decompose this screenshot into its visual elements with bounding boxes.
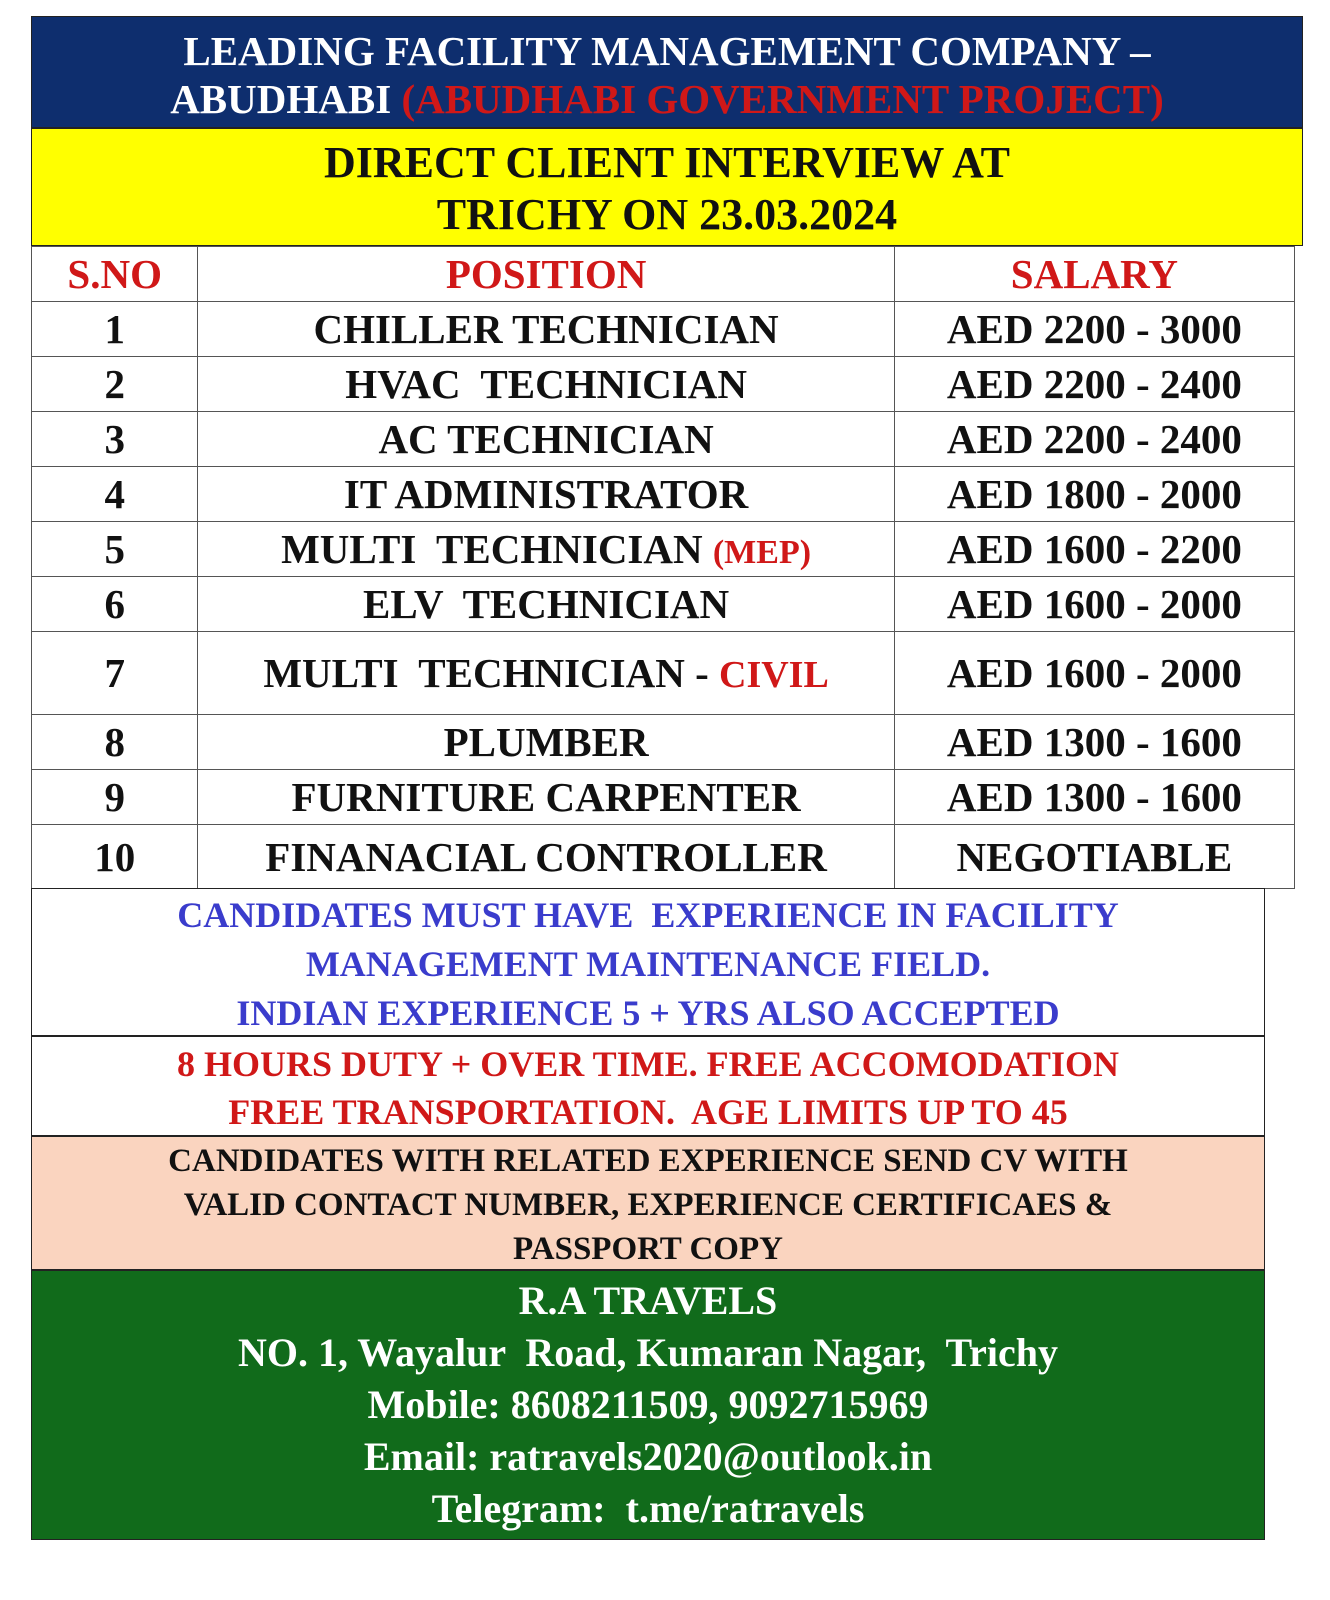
row-sno: 4 (32, 467, 198, 522)
row-salary: AED 2200 - 2400 (894, 357, 1294, 412)
agency-address: NO. 1, Wayalur Road, Kumaran Nagar, Trichy (237, 1330, 1059, 1375)
row-salary: AED 1600 - 2000 (894, 632, 1294, 715)
apply-line-1: CANDIDATES WITH RELATED EXPERIENCE SEND CV WITH (168, 1143, 1128, 1179)
row-position: IT ADMINISTRATOR (198, 467, 894, 522)
benefits (31, 1036, 1265, 1136)
experience-requirements (31, 888, 1265, 1036)
table-row (32, 632, 1295, 715)
header-line-1: LEADING FACILITY MANAGEMENT COMPANY – (183, 28, 1151, 74)
row-salary: AED 1600 - 2000 (894, 577, 1294, 632)
table-row (32, 357, 1295, 412)
row-position: FURNITURE CARPENTER (198, 770, 894, 825)
row-position: AC TECHNICIAN (198, 412, 894, 467)
header-sno: S.NO (32, 247, 198, 302)
row-sno: 3 (32, 412, 198, 467)
benefits-line-1: 8 HOURS DUTY + OVER TIME. FREE ACCOMODATION (177, 1044, 1119, 1084)
table-row (32, 302, 1295, 357)
experience-line-1: CANDIDATES MUST HAVE EXPERIENCE IN FACILITY (177, 895, 1119, 935)
company-header (31, 16, 1303, 128)
row-position: FINANACIAL CONTROLLER (198, 825, 894, 889)
row-sno: 1 (32, 302, 198, 357)
header-location: ABUDHABI (170, 76, 402, 122)
row-sno: 2 (32, 357, 198, 412)
experience-line-3: INDIAN EXPERIENCE 5 + YRS ALSO ACCEPTED (236, 993, 1060, 1033)
row-salary: NEGOTIABLE (894, 825, 1294, 889)
table-row (32, 412, 1295, 467)
row-sno: 6 (32, 577, 198, 632)
row-position-note: CIVIL (719, 654, 829, 696)
experience-line-2: MANAGEMENT MAINTENANCE FIELD. (305, 944, 991, 984)
table-row (32, 467, 1295, 522)
header-project: (ABUDHABI GOVERNMENT PROJECT) (401, 76, 1164, 122)
header-salary: SALARY (894, 247, 1294, 302)
positions-table (31, 246, 1295, 889)
row-position-cell (198, 522, 894, 577)
table-header-row (32, 247, 1295, 302)
row-position: ELV TECHNICIAN (198, 577, 894, 632)
apply-line-2: VALID CONTACT NUMBER, EXPERIENCE CERTIFICAES & (183, 1187, 1113, 1223)
row-salary: AED 2200 - 2400 (894, 412, 1294, 467)
interview-line-2: TRICHY ON 23.03.2024 (436, 190, 898, 239)
row-sno: 9 (32, 770, 198, 825)
interview-banner (31, 128, 1303, 246)
benefits-line-2: FREE TRANSPORTATION. AGE LIMITS UP TO 45 (228, 1092, 1068, 1132)
interview-line-1: DIRECT CLIENT INTERVIEW AT (324, 138, 1010, 187)
row-position-note: (MEP) (712, 534, 812, 571)
agency-mobile: Mobile: 8608211509, 9092715969 (367, 1382, 929, 1427)
agency-telegram: Telegram: t.me/ratravels (431, 1486, 865, 1531)
apply-line-3: PASSPORT COPY (513, 1231, 783, 1267)
table-row (32, 770, 1295, 825)
row-salary: AED 1800 - 2000 (894, 467, 1294, 522)
row-position: MULTI TECHNICIAN - (263, 650, 719, 696)
table-row (32, 715, 1295, 770)
row-sno: 7 (32, 632, 198, 715)
row-position-cell (198, 632, 894, 715)
table-row (32, 522, 1295, 577)
table-row (32, 825, 1295, 889)
row-salary: AED 1600 - 2200 (894, 522, 1294, 577)
header-line-2 (32, 75, 1302, 123)
application-instructions (31, 1136, 1265, 1270)
table-row (32, 577, 1295, 632)
row-salary: AED 1300 - 1600 (894, 715, 1294, 770)
agency-name: R.A TRAVELS (518, 1278, 778, 1323)
row-salary: AED 1300 - 1600 (894, 770, 1294, 825)
row-sno: 8 (32, 715, 198, 770)
header-position: POSITION (198, 247, 894, 302)
agency-email: Email: ratravels2020@outlook.in (363, 1434, 933, 1479)
contact-block (31, 1270, 1265, 1540)
row-salary: AED 2200 - 3000 (894, 302, 1294, 357)
row-sno: 5 (32, 522, 198, 577)
row-position: CHILLER TECHNICIAN (198, 302, 894, 357)
row-position: HVAC TECHNICIAN (198, 357, 894, 412)
row-position: MULTI TECHNICIAN (281, 526, 713, 572)
row-sno: 10 (32, 825, 198, 889)
row-position: PLUMBER (198, 715, 894, 770)
